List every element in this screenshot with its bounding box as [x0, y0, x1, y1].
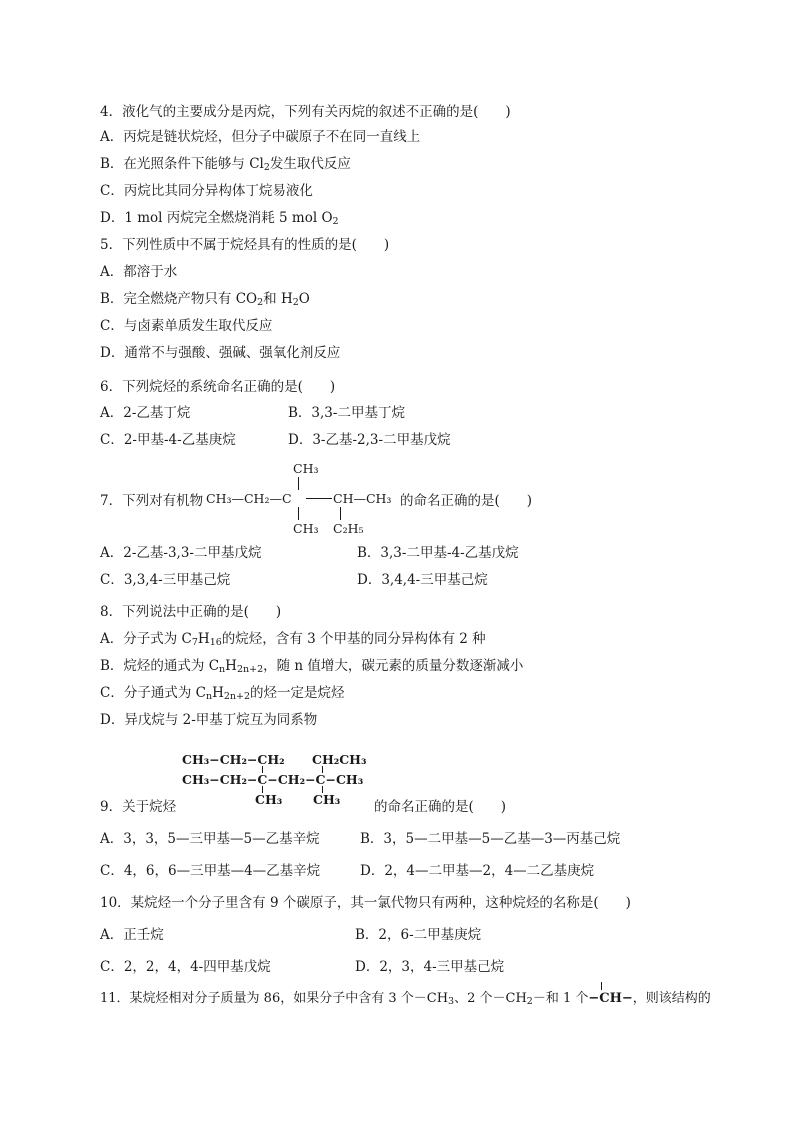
- q10-option-b: B．2，6-二甲基庚烷: [355, 927, 482, 943]
- q7-stem-suffix: 的命名正确的是( ): [400, 493, 533, 509]
- q10-option-a: A．正壬烷: [100, 927, 164, 943]
- q7-main-chain-left: CH₃—CH₂—C: [206, 491, 292, 506]
- q6-option-b: B．3,3-二甲基丁烷: [288, 405, 405, 421]
- q7-option-d: D．3,4,4-三甲基己烷: [357, 572, 488, 588]
- q9-row2-main-chain: CH₃−CH₂−C−CH₂−C−CH₃: [182, 772, 364, 787]
- q9-stem-suffix: 的命名正确的是( ): [374, 799, 507, 815]
- q7-bottom-bond-1: [298, 507, 299, 520]
- q9-row1-left: CH₃−CH₂−CH₂: [182, 752, 285, 767]
- q10-option-d: D．2，3，4-三甲基己烷: [355, 959, 505, 975]
- q8-option-c: C．分子通式为 $C_nH_{2n+2}$的烃一定是烷烃: [100, 685, 345, 702]
- q6-option-a: A．2-乙基丁烷: [100, 405, 191, 421]
- q5-option-a: A．都溶于水: [100, 264, 178, 280]
- q7-option-a: A．2-乙基-3,3-二甲基戊烷: [100, 545, 262, 561]
- q9-row1-right: CH₂CH₃: [312, 752, 367, 767]
- q7-stem-prefix: 7．下列对有机物: [100, 493, 204, 509]
- q7-bottom-bond-2: [340, 507, 341, 520]
- q4-option-c: C．丙烷比其同分异构体丁烷易液化: [100, 183, 313, 199]
- q6-stem: 6．下列烷烃的系统命名正确的是( ): [100, 379, 336, 395]
- q10-stem: 10．某烷烃一个分子里含有 9 个碳原子，其一氯代物只有两种，这种烷烃的名称是( ): [100, 895, 631, 911]
- q7-option-c: C．3,3,4-三甲基己烷: [100, 572, 231, 588]
- q5-option-d: D．通常不与强酸、强碱、强氧化剂反应: [100, 345, 341, 361]
- q6-option-d: D．3-乙基-2,3-二甲基戊烷: [288, 432, 451, 448]
- q9-row3-left: CH₃: [255, 792, 283, 807]
- q9-option-c: C．4，6，6—三甲基—4—乙基辛烷: [100, 863, 321, 879]
- q5-stem: 5．下列性质中不属于烷烃具有的性质的是( ): [100, 237, 390, 253]
- q11-ch-group: −CH−: [588, 991, 632, 1006]
- q4-option-b: B．在光照条件下能够与 $Cl_2$发生取代反应: [100, 156, 351, 173]
- q5-option-b: B．完全燃烧产物只有 $CO_2$和 $H_2O$: [100, 291, 310, 308]
- q11-stem: 11．某烷烃相对分子质量为 86，如果分子中含有 3 个$-CH_3$、2 个$-CH_2-$和 1 个 −CH−，则该结构的: [100, 990, 711, 1008]
- q7-main-chain-right: CH—CH₃: [333, 491, 392, 506]
- q8-option-b: B．烷烃的通式为 $C_nH_{2n+2}$，随 n 值增大，碳元素的质量分数逐渐减小: [100, 658, 524, 675]
- q6-option-c: C．2-甲基-4-乙基庚烷: [100, 432, 236, 448]
- q7-top-methyl: CH₃: [293, 461, 319, 476]
- q10-option-c: C．2，2，4，4-四甲基戊烷: [100, 959, 271, 975]
- q9-row3-right: CH₃: [313, 792, 341, 807]
- q5-option-c: C．与卤素单质发生取代反应: [100, 318, 273, 334]
- q9-stem-prefix: 9．关于烷烃: [100, 799, 177, 815]
- q4-stem: 4．液化气的主要成分是丙烷，下列有关丙烷的叙述不正确的是( ): [100, 104, 511, 120]
- q4-option-a: A．丙烷是链状烷烃，但分子中碳原子不在同一直线上: [100, 129, 421, 145]
- q9-option-b: B．3，5—二甲基—5—乙基—3—丙基己烷: [360, 831, 621, 847]
- q7-bottom-ethyl: C₂H₅: [333, 521, 364, 536]
- q7-bottom-methyl: CH₃: [293, 521, 319, 536]
- q11-ch-bond: [601, 982, 602, 990]
- q8-option-d: D．异戊烷与 2-甲基丁烷互为同系物: [100, 712, 318, 728]
- q8-stem: 8．下列说法中正确的是( ): [100, 604, 282, 620]
- q7-top-bond: [298, 477, 299, 490]
- q7-main-bond: [306, 498, 332, 499]
- q9-option-d: D．2，4—二甲基—2，4—二乙基庚烷: [360, 863, 595, 879]
- q4-option-d: D．1 mol 丙烷完全燃烧消耗 5 mol $O_2$: [100, 210, 339, 227]
- q7-option-b: B．3,3-二甲基-4-乙基戊烷: [357, 545, 519, 561]
- q9-option-a: A．3，3，5—三甲基—5—乙基辛烷: [100, 831, 320, 847]
- q8-option-a: A．分子式为 $C_7H_{16}$的烷烃，含有 3 个甲基的同分异构体有 2 种: [100, 631, 486, 648]
